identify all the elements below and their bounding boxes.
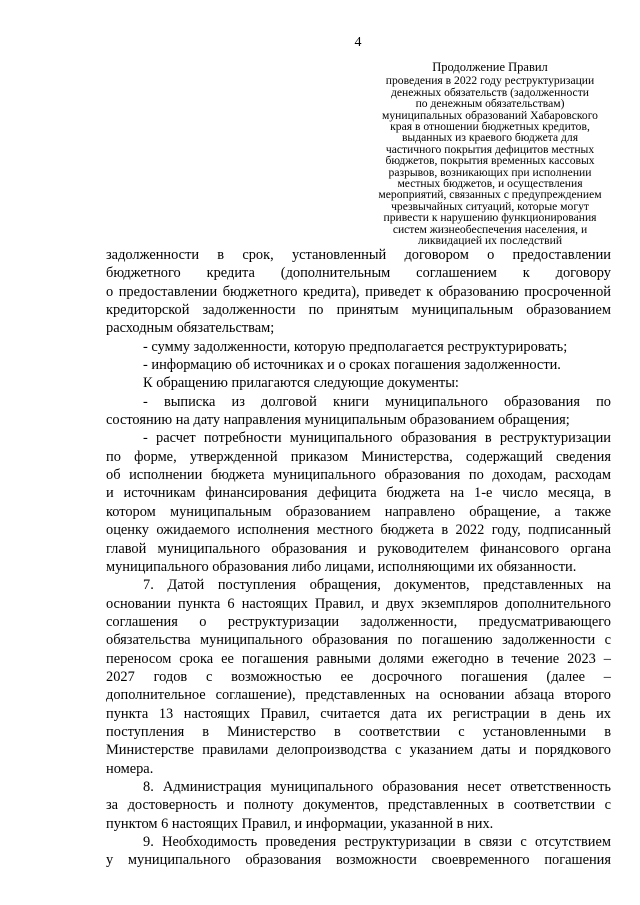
body-line: котором муниципальным образованием направлено обращение, а также — [106, 503, 611, 520]
paragraph-start: 9. Необходимость проведения реструктуризации в связи с отсутствием — [143, 834, 611, 850]
list-item: - информацию об источниках и о сроках погашения задолженности. — [143, 357, 561, 374]
continuation-line: по денежным обязательствам) — [415, 97, 565, 111]
continuation-line: проведения в 2022 году реструктуризации — [385, 74, 595, 88]
body-line: бюджетного кредита (дополнительным соглашением к договору — [106, 265, 611, 282]
paragraph-start: 7. Датой поступления обращения, документов, представленных на — [143, 577, 611, 594]
list-item: - сумму задолженности, которую предполагается реструктурировать; — [143, 338, 568, 355]
continuation-line: местных бюджетов, и осуществления — [397, 177, 583, 191]
body-line: поступления в Министерство в соответствии с установленными в — [106, 723, 611, 740]
continuation-line: выданных из краевого бюджета для — [401, 131, 579, 145]
body-line: и источникам финансирования дефицита бюджета на 1-е число месяца, в — [106, 485, 611, 502]
continuation-line: разрывов, возникающих при исполнении — [388, 165, 592, 179]
body-line: состоянию на дату направления муниципальным образованием обращения; — [106, 412, 570, 429]
continuation-line: чрезвычайных ситуаций, которые могут — [391, 199, 589, 213]
body-line: пунктом 6 настоящих Правил, и информации, указанной в них. — [106, 815, 494, 832]
continuation-line: бюджетов, покрытия временных кассовых — [385, 154, 595, 168]
continuation-line: денежных обязательств (задолженности — [391, 85, 589, 99]
continuation-line: частичного покрытия дефицитов местных — [385, 142, 595, 156]
body-line: расходным обязательствам; — [106, 320, 275, 337]
body-line: Министерстве правилами делопроизводства с указанием даты и порядкового — [106, 742, 611, 759]
body-line: оценку ожидаемого исполнения местного бюджета в 2022 году, подписанный — [106, 522, 611, 539]
body-line: главой муниципального образования и руководителем финансового органа — [106, 540, 611, 557]
body-line: дополнительное соглашение), представленных на основании абзаца второго — [106, 687, 611, 704]
body-line: муниципального образования либо лицами, исполняющими их обязанности. — [106, 558, 577, 575]
continuation-line: мероприятий, связанных с предупреждением — [378, 188, 602, 202]
continuation-line: систем жизнеобеспечения населения, и — [392, 222, 588, 236]
body-text — [106, 246, 611, 870]
continuation-title: Продолжение Правил — [432, 60, 548, 74]
body-line: о предоставлении бюджетного кредита), приведет к образованию просроченной — [106, 283, 611, 300]
body-line: об исполнении бюджета муниципального образования по доходам, расходам — [106, 467, 611, 484]
continuation-header — [365, 62, 615, 247]
body-line: за достоверность и полноту документов, представленных в соответствии с — [106, 797, 611, 814]
body-line: пункта 13 настоящих Правил, считается дата их регистрации в день их — [106, 705, 611, 722]
paragraph-start: 8. Администрация муниципального образования несет ответственность — [143, 778, 611, 795]
continuation-line: муниципальных образований Хабаровского — [382, 108, 598, 122]
paragraph-start: К обращению прилагаются следующие документы: — [143, 375, 459, 392]
body-line: кредиторской задолженности по принятым муниципальным образованием — [106, 302, 611, 319]
body-line: переносом срока ее погашения равными долями ежегодно в течение 2023 – — [106, 650, 611, 667]
continuation-line: привести к нарушению функционирования — [383, 211, 597, 225]
body-line: по форме, утвержденной приказом Министерства, содержащий сведения — [106, 448, 611, 465]
continuation-line: края в отношении бюджетных кредитов, — [390, 120, 590, 134]
body-line: основании пункта 6 настоящих Правил, и двух экземпляров дополнительного — [106, 595, 611, 612]
page-number: 4 — [354, 35, 362, 50]
body-line: 2027 годов с возможностью ее досрочного погашения (далее – — [106, 668, 611, 685]
body-line: обязательства муниципального образования по погашению задолженности с — [106, 632, 611, 649]
continuation-line: ликвидацией их последствий — [417, 234, 563, 248]
list-item: - расчет потребности муниципального образования в реструктуризации — [143, 430, 611, 447]
body-line: задолженности в срок, установленный договором о предоставлении — [106, 247, 611, 263]
list-item: - выписка из долговой книги муниципального образования по — [143, 393, 611, 410]
body-line: соглашения о реструктуризации задолженности, предусматривающего — [106, 613, 611, 630]
body-line: у муниципального образования возможности своевременного погашения — [106, 852, 611, 869]
body-line: номера. — [106, 760, 154, 777]
